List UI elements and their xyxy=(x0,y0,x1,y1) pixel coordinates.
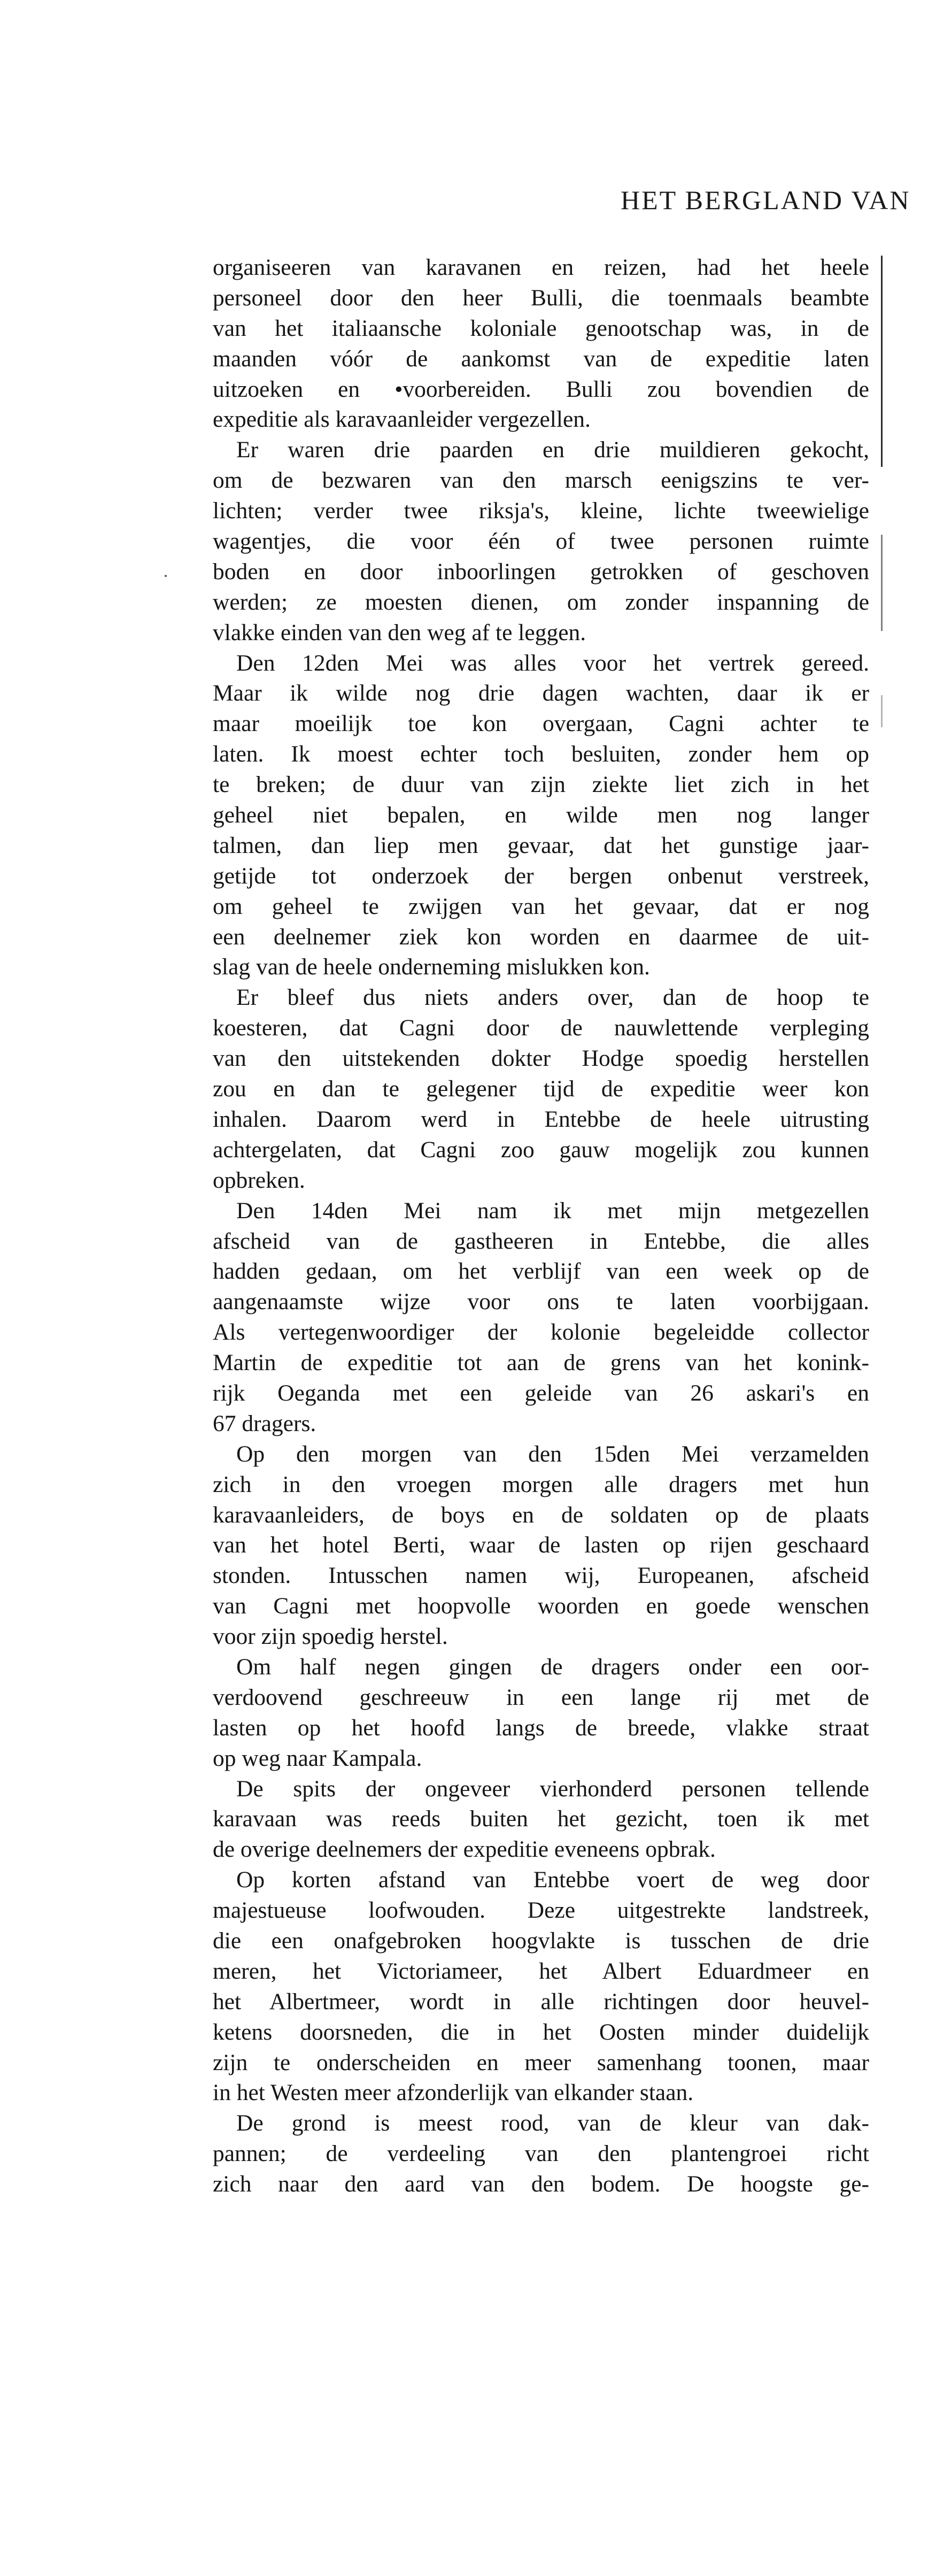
text-line: lichten; verder twee riksja's, kleine, lichte tweewielige xyxy=(213,498,869,524)
text-line: het Albertmeer, wordt in alle richtingen door heuvel- xyxy=(213,1988,869,2014)
text-line: karavaan was reeds buiten het gezicht, toen ik met xyxy=(213,1806,869,1832)
text-line: 67 dragers. xyxy=(213,1410,316,1436)
text-line: zou en dan te gelegener tijd de expeditie weer kon xyxy=(213,1076,869,1102)
body-text xyxy=(213,252,869,2200)
margin-rule-lower xyxy=(881,695,883,727)
text-line: lasten op het hoofd langs de breede, vlakke straat xyxy=(213,1714,869,1741)
text-line: zich naar den aard van den bodem. De hoogste ge- xyxy=(213,2171,869,2197)
text-line: getijde tot onderzoek der bergen onbenut verstreek, xyxy=(213,863,869,889)
text-line: uitzoeken en •voorbereiden. Bulli zou bovendien de xyxy=(213,376,869,402)
margin-rule-top xyxy=(881,256,883,467)
text-line: van den uitstekenden dokter Hodge spoedig herstellen xyxy=(213,1045,869,1072)
text-line: pannen; de verdeeling van den plantengroei richt xyxy=(213,2141,869,2167)
text-line: om de bezwaren van den marsch eenigszins te ver- xyxy=(213,467,869,494)
text-line: die een onafgebroken hoogvlakte is tusschen de drie xyxy=(213,1927,869,1954)
text-line: Op den morgen van den 15den Mei verzamelden xyxy=(236,1441,869,1467)
text-line: majestueuse loofwouden. Deze uitgestrekte landstreek, xyxy=(213,1897,869,1924)
text-line: Martin de expeditie tot aan de grens van het konink- xyxy=(213,1350,869,1376)
text-line: ketens doorsneden, die in het Oosten minder duidelijk xyxy=(213,2019,869,2045)
margin-speck xyxy=(165,575,167,577)
text-line: maar moeilijk toe kon overgaan, Cagni achter te xyxy=(213,711,869,737)
text-line: afscheid van de gastheeren in Entebbe, die alles xyxy=(213,1228,869,1254)
text-line: van Cagni met hoopvolle woorden en goede wenschen xyxy=(213,1593,869,1619)
text-line: opbreken. xyxy=(213,1167,305,1193)
text-line: expeditie als karavaanleider vergezellen. xyxy=(213,406,591,433)
text-line: voor zijn spoedig herstel. xyxy=(213,1624,448,1650)
text-line: Als vertegenwoordiger der kolonie begeleidde collector xyxy=(213,1319,869,1345)
margin-rule-middle xyxy=(881,535,883,631)
text-line: de overige deelnemers der expeditie eveneens opbrak. xyxy=(213,1836,716,1863)
running-head: HET BERGLAND VAN xyxy=(621,185,911,215)
text-line: stonden. Intusschen namen wij, Europeanen, afscheid xyxy=(213,1563,869,1589)
text-line: maanden vóór de aankomst van de expeditie laten xyxy=(213,345,869,372)
text-line: werden; ze moesten dienen, om zonder inspanning de xyxy=(213,589,869,615)
text-line: Er waren drie paarden en drie muildieren gekocht, xyxy=(236,437,869,463)
text-line: organiseeren van karavanen en reizen, had het heele xyxy=(213,255,869,280)
text-line: boden en door inboorlingen getrokken of geschoven xyxy=(213,558,869,585)
text-line: in het Westen meer afzonderlijk van elkander staan. xyxy=(213,2080,694,2106)
text-line: zich in den vroegen morgen alle dragers met hun xyxy=(213,1471,869,1497)
text-line: Er bleef dus niets anders over, dan de hoop te xyxy=(236,985,869,1011)
text-line: verdoovend geschreeuw in een lange rij met de xyxy=(213,1684,869,1710)
text-line: aangenaamste wijze voor ons te laten voorbijgaan. xyxy=(213,1289,869,1315)
text-line: De spits der ongeveer vierhonderd personen tellende xyxy=(236,1775,869,1802)
text-line: Op korten afstand van Entebbe voert de weg door xyxy=(236,1867,869,1893)
text-line: een deelnemer ziek kon worden en daarmee de uit- xyxy=(213,924,869,950)
text-line: achtergelaten, dat Cagni zoo gauw mogelijk zou kunnen xyxy=(213,1136,869,1163)
text-line: Den 14den Mei nam ik met mijn metgezellen xyxy=(236,1197,869,1224)
text-line: karavaanleiders, de boys en de soldaten op de plaats xyxy=(213,1502,869,1528)
text-line: koesteren, dat Cagni door de nauwlettende verpleging xyxy=(213,1015,869,1041)
text-line: hadden gedaan, om het verblijf van een week op de xyxy=(213,1258,869,1285)
text-line: Den 12den Mei was alles voor het vertrek gereed. xyxy=(236,650,869,676)
text-line: talmen, dan liep men gevaar, dat het gunstige jaar- xyxy=(213,832,869,858)
text-line: geheel niet bepalen, en wilde men nog langer xyxy=(213,802,869,828)
text-line: van het italiaansche koloniale genootschap was, in de xyxy=(213,315,869,341)
text-line: personeel door den heer Bulli, die toenmaals beambte xyxy=(213,284,869,311)
text-line: vlakke einden van den weg af te leggen. xyxy=(213,619,586,645)
text-line: om geheel te zwijgen van het gevaar, dat er nog xyxy=(213,893,869,919)
text-line: Om half negen gingen de dragers onder een oor- xyxy=(236,1654,869,1680)
text-line: van het hotel Berti, waar de lasten op rijen geschaard xyxy=(213,1532,869,1558)
text-line: rijk Oeganda met een geleide van 26 askari's en xyxy=(213,1380,869,1406)
text-line: inhalen. Daarom werd in Entebbe de heele uitrusting xyxy=(213,1106,869,1132)
text-line: zijn te onderscheiden en meer samenhang toonen, maar xyxy=(213,2049,869,2075)
text-line: op weg naar Kampala. xyxy=(213,1745,422,1771)
text-line: meren, het Victoriameer, het Albert Eduardmeer en xyxy=(213,1958,869,1984)
text-line: wagentjes, die voor één of twee personen ruimte xyxy=(213,528,869,555)
text-line: De grond is meest rood, van de kleur van dak- xyxy=(236,2110,869,2136)
text-line: te breken; de duur van zijn ziekte liet zich in het xyxy=(213,772,869,798)
text-line: slag van de heele onderneming mislukken kon. xyxy=(213,954,650,980)
text-line: laten. Ik moest echter toch besluiten, zonder hem op xyxy=(213,741,869,767)
text-line: Maar ik wilde nog drie dagen wachten, daar ik er xyxy=(213,680,869,706)
